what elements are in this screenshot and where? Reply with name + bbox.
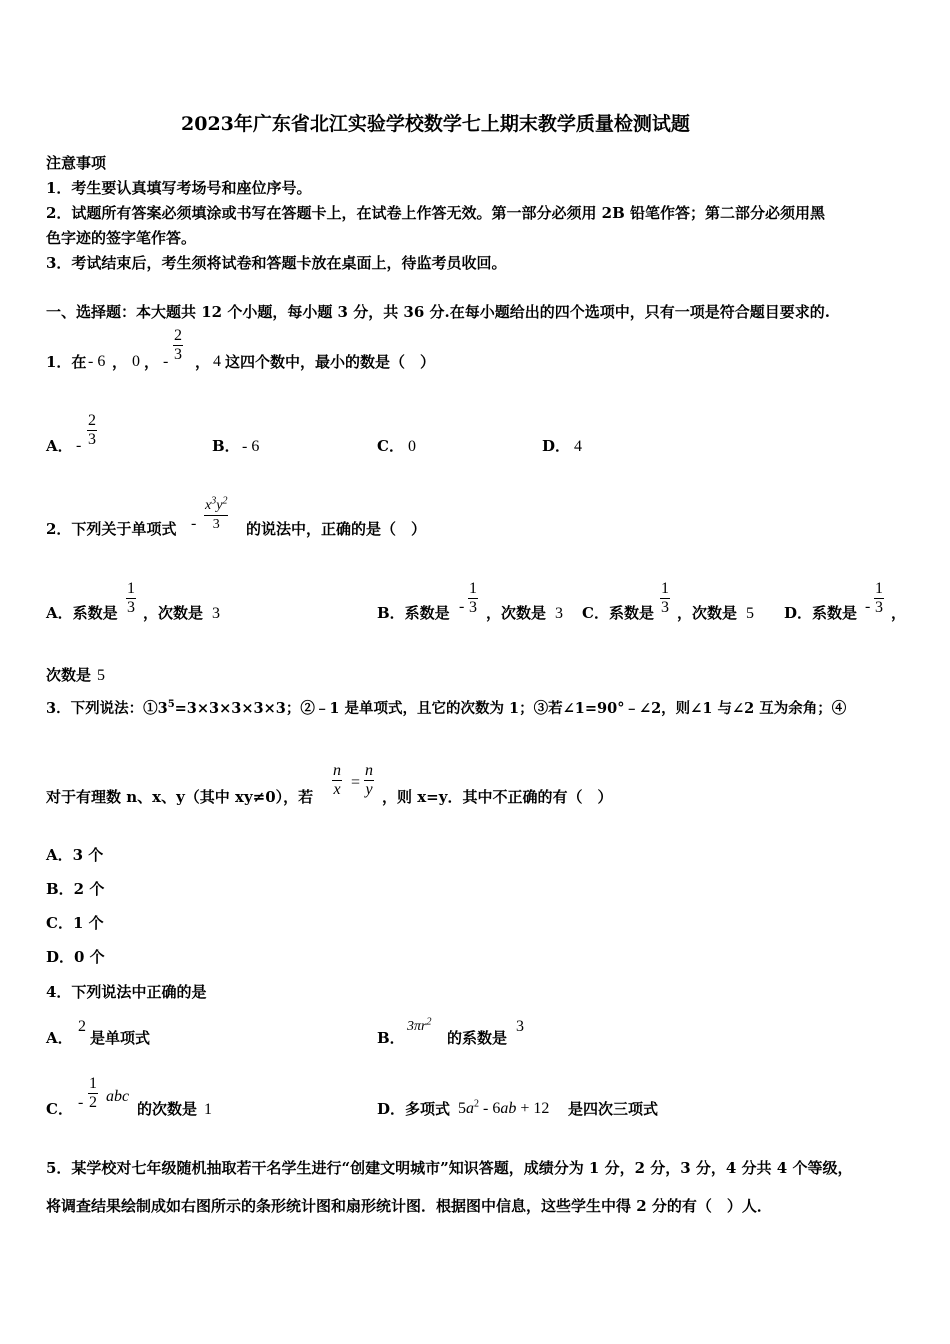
option-text: ，次数是 [143,604,204,622]
q1-number: 4 [213,353,221,370]
fraction-numerator: 2 [174,327,182,344]
option-label: C．系数是 [582,604,654,622]
option-label: A．系数是 [46,604,118,622]
option-value: 5 [746,605,754,622]
q1-sep: ， [195,353,211,371]
q2-a-fraction [126,580,136,617]
option-text: ，次数是 [677,604,738,622]
option-label: D． [542,437,571,455]
option-math: 2 [78,1018,86,1035]
option-text: 的系数是 [447,1029,508,1047]
option: B．2 个 [46,880,105,898]
fraction-denominator: 3 [88,431,96,448]
option-value: 3 [555,605,563,622]
option-value: 0 [408,438,416,455]
option-math: $3\pi r^2$ [407,1016,432,1034]
fraction-denominator: 3 [875,599,883,616]
fraction-denominator: 3 [127,599,135,616]
option-text: 次数是 [46,666,92,684]
fraction-numerator: n [365,762,373,779]
fraction-denominator: 2 [89,1094,97,1111]
q5-stem-line2: 将调查结果绘制成如右图所示的条形统计图和扇形统计图．根据图中信息，这些学生中得 2 分的有（ ）人． [46,1197,772,1215]
fraction-denominator: 3 [174,346,182,363]
q1-stem: 1．在 [46,353,87,371]
notice-item: 1．考生要认真填写考场号和座位序号。 [46,179,312,197]
fraction-denominator: 3 [661,599,669,616]
fraction-numerator: n [333,762,341,779]
option-label: B．系数是 [377,604,450,622]
notice-heading: 注意事项 [46,154,107,172]
fraction-numerator: 1 [89,1075,97,1092]
option-label: B． [377,1029,405,1047]
q1-neg-sign: - [163,353,169,370]
option-label: D．系数是 [784,604,858,622]
option-value: 4 [574,438,582,455]
option-label: B． [212,437,240,455]
q1-sep: ， [144,353,160,371]
option: D．0 个 [46,948,105,966]
q1-number: 0 [132,353,140,370]
q4-c-fraction [88,1075,98,1112]
q2-monomial-fraction [204,497,228,534]
option-neg: - [865,598,871,615]
q2-c-fraction [660,580,670,617]
q2-d-fraction [874,580,884,617]
fraction-numerator: 2 [88,412,96,429]
fraction-numerator: 1 [127,580,135,597]
option-value: 3 [516,1018,524,1035]
q1-a-neg: - [76,437,82,454]
q2-neg: - [191,515,197,532]
q3-stem: 3．下列说法：$①3^5=3\times 3\times 3\times 3\times 3$；②﹣1 是单项式，且它的次数为 1；③若∠1=90°﹣∠2，则∠1 与∠2 互为余角；④ [46,699,847,717]
q5-stem: 5．某学校对七年级随机抽取若干名学生进行“创建文明城市”知识答题，成绩分为 1 分，2 分，3 分，4 分共 4 个等级， [46,1159,853,1177]
fraction-denominator: 3 [469,599,477,616]
option-value: 5 [97,667,105,684]
q1-stem-tail: 这四个数中，最小的数是（ ） [225,353,436,371]
q3-stem-tail: ，则 x=y．其中不正确的有（ ） [382,788,613,806]
option: C．1 个 [46,914,104,932]
option-value: 3 [212,605,220,622]
fraction-numerator: $x^3y^2$ [205,495,228,513]
fraction-numerator: 1 [661,580,669,597]
fraction-numerator: 1 [469,580,477,597]
option-label: D．多项式 [377,1100,451,1118]
equals-sign: = [351,774,361,791]
fraction-denominator: y [365,781,373,798]
q2-b-fraction [468,580,478,617]
option-label: C． [377,437,404,455]
q3-stem-line2: 对于有理数 n、x、y（其中 xy≠0），若 [46,788,314,806]
option-text: 的次数是 [137,1100,198,1118]
option-text: 是单项式 [90,1029,151,1047]
option-text: 是四次三项式 [568,1100,659,1118]
option-math: $5a^2 - 6ab + 12$ [458,1098,550,1117]
q1-sep: ， [112,353,128,371]
option-text: ，次数是 [486,604,547,622]
option-math: abc [106,1088,130,1105]
option-label: A． [46,1029,73,1047]
notice-item: 色字迹的签字笔作答。 [46,229,197,247]
option-neg: - [459,598,465,615]
fraction-numerator: 1 [875,580,883,597]
option-neg: - [78,1094,84,1111]
option-label: A． [46,437,73,455]
option-text: ， [891,604,907,622]
q1-a-fraction [87,412,97,449]
fraction-denominator: x [333,781,341,798]
q2-stem-tail: 的说法中，正确的是（ ） [246,520,427,538]
q1-number: - 6 [88,353,106,370]
q3-fraction-right [364,762,374,799]
option: A．3 个 [46,846,104,864]
section-heading: 一、选择题：本大题共 12 个小题，每小题 3 分，共 36 分.在每小题给出的四个选项中，只有一项是符合题目要求的. [46,303,830,321]
q4-stem: 4．下列说法中正确的是 [46,983,207,1001]
q2-stem: 2．下列关于单项式 [46,520,177,538]
notice-item: 3．考试结束后，考生须将试卷和答题卡放在桌面上，待监考员收回。 [46,254,507,272]
option-value: - 6 [242,438,260,455]
q1-fraction [173,327,183,364]
page-title: 2023年广东省北江实验学校数学七上期末教学质量检测试题 [181,113,690,135]
option-label: C． [46,1100,73,1118]
q3-fraction-left [332,762,342,799]
notice-item: 2．试题所有答案必须填涂或书写在答题卡上，在试卷上作答无效。第一部分必须用 2B 铅笔作答；第二部分必须用黑 [46,204,826,222]
fraction-denominator: 3 [204,515,228,534]
option-value: 1 [204,1101,212,1118]
